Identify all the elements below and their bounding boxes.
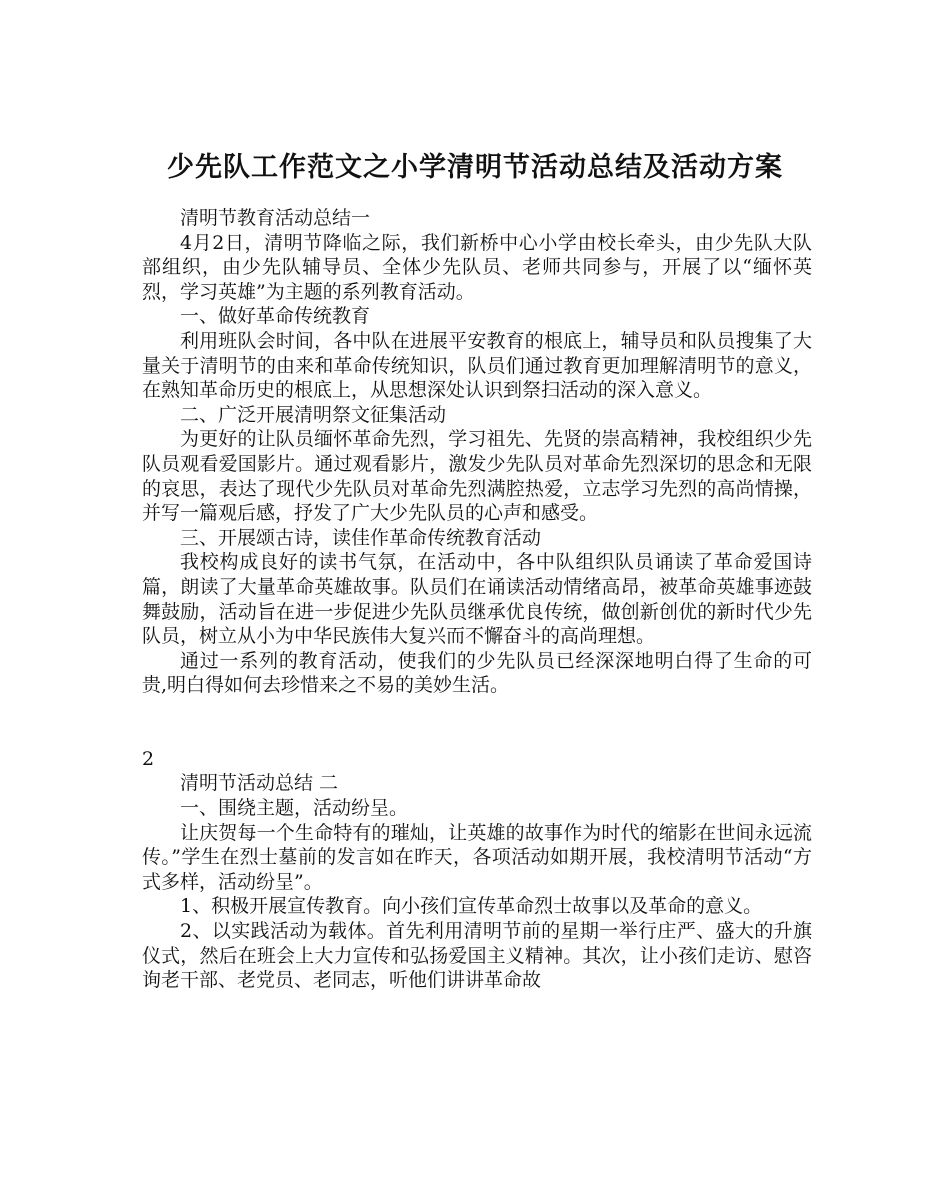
section1-conclusion: 通过一系列的教育活动，使我们的少先队员已经深深地明白得了生命的可贵,明白得如何去珍惜来之不易的美妙生活。: [142, 649, 812, 697]
section1-item1-heading: 一、做好革命传统教育: [180, 305, 371, 328]
section2-point2: 2、以实践活动为载体。首先利用清明节前的星期一举行庄严、盛大的升旗仪式，然后在班会上大力宣传和弘扬爱国主义精神。其次，让小孩们走访、慰咨询老干部、老党员、老同志，听他们讲讲革命故: [142, 920, 812, 992]
section1-intro: 4月2日，清明节降临之际，我们新桥中心小学由校长牵头，由少先队大队部组织，由少先队辅导员、全体少先队员、老师共同参与，开展了以“缅怀英烈，学习英雄”为主题的系列教育活动。: [142, 231, 812, 303]
document-body: [142, 206, 812, 993]
section1-item2-heading: 二、广泛开展清明祭文征集活动: [180, 403, 447, 426]
section1-item2-body: 为更好的让队员缅怀革命先烈，学习祖先、先贤的崇高精神，我校组织少先队员观看爱国影片。通过观看影片，激发少先队员对革命先烈深切的思念和无限的哀思，表达了现代少先队员对革命先烈满腔热爱，立志学习先烈的高尚情操，并写一篇观后感，抒发了广大少先队员的心声和感受。: [142, 428, 812, 525]
section1-item1-body: 利用班队会时间，各中队在进展平安教育的根底上，辅导员和队员搜集了大量关于清明节的由来和革命传统知识，队员们通过教育更加理解清明节的意义，在熟知革命历史的根底上，从思想深处认识到祭扫活动的深入意义。: [142, 329, 812, 402]
section2-point1: 1、积极开展宣传教育。向小孩们宣传革命烈士故事以及革命的意义。: [180, 895, 763, 918]
section2-item1-heading: 一、围绕主题，活动纷呈。: [180, 797, 409, 820]
section1-item3-body: 我校构成良好的读书气氛，在活动中，各中队组织队员诵读了革命爱国诗篇，朗读了大量革命英雄故事。队员们在诵读活动情绪高昂，被革命英雄事迹鼓舞鼓励，活动旨在进一步促进少先队员继承优良传统，做创新创优的新时代少先队员，树立从小为中华民族伟大复兴而不懈奋斗的高尚理想。: [142, 551, 812, 648]
section1-heading: 清明节教育活动总结一: [180, 207, 371, 229]
section-gap: [142, 698, 812, 747]
section1-item3-heading: 三、开展颂古诗，读佳作革命传统教育活动: [180, 526, 542, 549]
document-title: 少先队工作范文之小学清明节活动总结及活动方案: [167, 152, 783, 184]
section2-heading: 清明节活动总结 二: [180, 772, 339, 795]
section2-item1-body: 让庆贺每一个生命特有的璀灿，让英雄的故事作为时代的缩影在世间永远流传。”学生在烈士墓前的发言如在昨天，各项活动如期开展，我校清明节活动“方式多样，活动纷呈”。: [142, 821, 812, 893]
page-number: 2: [142, 747, 155, 770]
